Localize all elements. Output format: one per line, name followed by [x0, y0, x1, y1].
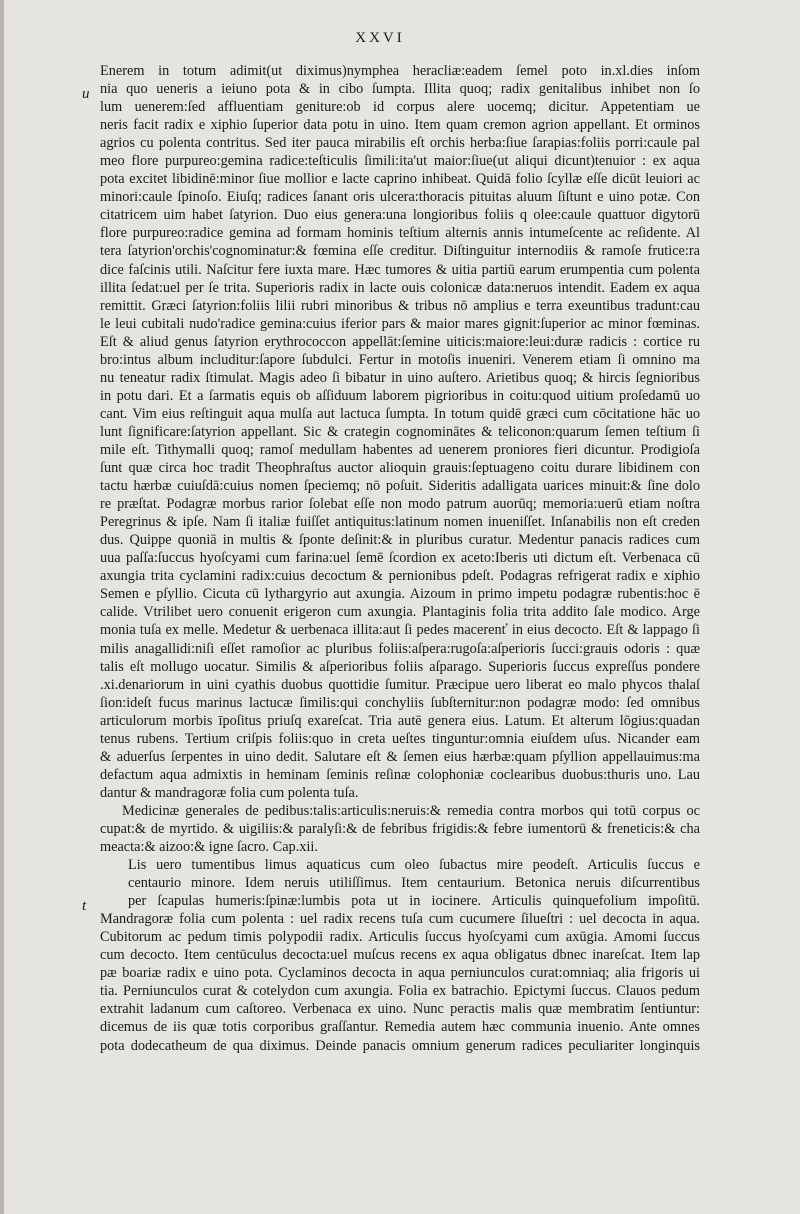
text-line: monia tuſa ex melle. Medetur & uerbenaca illita:aut ſi pedes macerenť in eius decocto. Eſt & lappago ſi [100, 622, 700, 639]
text-line: pota excitet libidinē:minor ſiue mollior e lacte caprino inhibeat. Quidā folio ſcyllæ eſſe dicūt leuiori ac [100, 171, 700, 188]
text-line: illita ſedat:uel per ſe trita. Superioris radix in lacte ouis colonicæ data:neruos intendit. Eadem ex aqua [100, 279, 700, 296]
text-line: Peregrinus & ipſe. Nam ſi italiæ fuiſſet antiquitus:latinum nomen inueniſſet. Inſanabilis non eſt creden [100, 514, 700, 531]
text-line: remittit. Græci ſatyrion:foliis lilii rubri minoribus & tribus nō amplius e terra exeuntibus tradunt:cau [100, 297, 700, 314]
text-line: mile eſt. Tithymalli quoq; ramoſ medullam habentes ad uenerem proniores fieri dicuntur. Prodigioſa [100, 441, 700, 458]
text-line: tera ſatyrion'orchis'cognominatur:& fœmina eſſe creditur. Diſtinguitur internodiis & ramoſe frutice:ra [100, 243, 700, 260]
text-line: pota dodecatheum de qua diximus. Deinde panacis omnium generum radices peculiariter longinquis [100, 1037, 700, 1054]
text-line: dus. Quippe quoniā in multis & ſponte deſinit:& in pluribus curatur. Medentur panacis radices cum [100, 532, 700, 549]
text-line: tia. Perniunculos curat & cotelydon cum axungia. Folia ex batrachio. Epictymi ſuccus. Clauos pedum [100, 983, 700, 1000]
text-line: tactu hærbæ cuiuſdā:cuius nomen ſpeciemq; nō poſuit. Sideritis adalligata uarices minuit:& ſine dolo [100, 478, 700, 495]
text-line: Semen e pſyllio. Cicuta cū lythargyrio aut axungia. Aizoum in primo impetu podagræ rubentis:hoc ē [100, 586, 700, 603]
text-line: axungia trita cyclamini radix:cuius decoctum & pernionibus pdeſt. Podagras refrigerat radix e xiphio [100, 568, 700, 585]
text-line: meacta:& aizoo:& igne ſacro. Cap.xii. [100, 839, 318, 856]
text-line: articulorum morbis īpoſitus priuſq exareſcat. Tria autē genera eius. Latum. Et alterum lōgius:quadan [100, 712, 700, 729]
text-line: minori:caule ſpinoſo. Eiuſq; radices ſanant oris ulcera:thoracis pituitas aluum ſiſtunt e uino potæ. Con [100, 189, 700, 206]
text-line: re præſtat. Podagræ morbus rarior ſolebat eſſe non modo patrum auorūq; memoria:uerū etiam noſtra [100, 496, 700, 513]
text-line: nu teneatur radix ſtimulat. Magis adeo ſi bibatur in uino auſtero. Arietibus quoq; & hircis ſegnioribus [100, 369, 700, 386]
text-line: Enerem in totum adimit(ut diximus)nymphea heracliæ:eadem ſemel poto in.xl.dies inſom [100, 63, 700, 79]
page-gutter-shadow [0, 0, 4, 1214]
text-line: dantur & mandragoræ folia cum polenta tuſa. [100, 784, 359, 801]
text-line: & aduerſus ſerpentes in uino dedit. Salutare eſt & ſemen eius hærbæ:quam pſyllion appellauimus:ma [100, 748, 700, 765]
text-line: Mandragoræ folia cum polenta : uel radix recens tuſa cum cucumere ſilueſtri : uel decocta in aqua. [100, 911, 700, 928]
marginal-letter: t [82, 898, 87, 914]
text-line: defactum aqua admixtis in heminam ſeminis reſinæ colophoniæ coclearibus duobus:thuris uno. Lau [100, 766, 700, 783]
text-line: Cubitorum ac pedum timis polypodii radix. Articulis ſuccus hyoſcyami cum axūgia. Amomi ſuccus [100, 929, 700, 946]
text-line: meo flore purpureo:gemina radice:teſticulis ſimili:ita'ut maior:ſiue(ut aliqui dicunt)tenuior : ex aqua [100, 153, 700, 170]
folio-number: XXVI [355, 30, 405, 46]
text-line: cant. Vim eius reſtinguit aqua mulſa aut lactuca ſumpta. In totum quidē græci cum cōcitatione hāc uo [100, 405, 700, 422]
text-line: ſion:ideſt fucus marinus lactucæ ſimilis:qui conchyliis ſubſternitur:non podagræ modo: ſed omnibus [100, 694, 700, 711]
text-line: flore purpureo:radice gemina ad formam hominis teſtium alternis annis intumeſcente ac reſidente. Al [100, 225, 700, 242]
text-line: talis eſt mollugo uocatur. Similis & aſperioribus foliis aſparago. Superioris ſuccus expreſſus pondere [100, 658, 700, 675]
text-block [100, 62, 700, 1055]
text-line: per ſcapulas humeris:ſpinæ:lumbis pota ut in iocinere. Articulis quinquefolium impoſitū. [128, 893, 700, 910]
text-line: lum uenerem:ſed affluentiam geniture:ob id corpus alere uocemq; dicitur. Appetentiam ue [100, 99, 700, 116]
text-line: ſunt quæ circa hoc tradit Theophraſtus auctor alioquin grauis:ſeptuageno coitu durare libidinem con [100, 460, 700, 477]
text-line: pæ boariæ radix e uino pota. Cyclaminos decocta in aqua perniunculos curat:omniaq; alia frigoris ui [100, 965, 700, 982]
text-line: Eſt & aliud genus ſatyrion erythrococcon appellāt:ſemine uiticis:maiore:leui:duræ radicis : cortice ru [100, 333, 700, 350]
text-line: cum decocto. Item centūculus decocta:uel muſcus recens ex aqua obligatus dbnec inareſcat. Item lap [100, 947, 700, 964]
text-line: extrahit ladanum cum caſtoreo. Verbenaca ex uino. Nunc peractis malis quæ membratim ſentiuntur: [100, 1001, 700, 1018]
text-line: bro:intus album includitur:ſapore ſubdulci. Fertur in motoſis inueniri. Venerem etiam ſi omnino ma [100, 351, 700, 368]
text-line: citatricem uim habet ſatyrion. Duo eius genera:una longioribus foliis q olee:caule quattuor digytorū [100, 207, 700, 224]
text-line: Medicinæ generales de pedibus:talis:articulis:neruis:& remedia contra morbos qui totū corpus oc [122, 802, 700, 819]
text-line: in potu dari. Et a ſarmatis equis ob aſſiduum laborem pigrioribus in coitu:quod uitium proſedamū uo [100, 387, 700, 404]
text-line: agrios cu polenta contritus. Sed iter pauca mirabilis eſt orchis herba:ſiue ſarapias:foliis porri:caule pal [100, 135, 700, 152]
text-line: milis anagallidi:niſi eſſet ramoſior ac pluribus foliis:aſpera:rugoſa:aſperioris ſucci:grauis odoris : quæ [100, 640, 700, 657]
text-line: tenus rubens. Tertium criſpis foliis:quo in creta ueſtes tinguntur:omnia eiuſdem uſus. Nicander eam [100, 730, 700, 747]
text-line: dicemus de iis quæ totis corporibus graſſantur. Remedia autem hæc communia inuenio. Ante omnes [100, 1019, 700, 1036]
text-line: Lis uero tumentibus limus aquaticus cum oleo ſubactus mire peodeſt. Articulis ſuccus e [128, 857, 700, 874]
marginal-letter: u [82, 86, 90, 102]
text-line: le leui cubitali nudo'radice gemina:cuius iferior pars & maior mares gignit:ſuperior ac minor fœminas. [100, 315, 700, 332]
text-line: cupat:& de myrtido. & uigiliis:& paralyſi:& de febribus frigidis:& febre iumentorū & freneticis:& cha [100, 820, 700, 837]
text-line: neris facit radix e xiphio ſuperior data potu in uino. Item quam cremon agrion appellant. Et orminos [100, 117, 700, 134]
text-line: dice faſcinis utili. Naſcitur fere iuxta mare. Hæc tumores & uitia partiū earum erumpentia cum polenta [100, 261, 700, 278]
text-line: nia quo ueneris a ieiuno pota & in cibo ſumpta. Illita quoq; radix genitalibus inhibet non ſo [100, 81, 700, 98]
text-line: .xi.denariorum in uini cyathis duobus quottidie ſumitur. Præcipue uero liberat eo malo phycos thalaſ [100, 676, 700, 693]
text-line: uua paſſa:ſuccus hyoſcyami cum farina:uel ſemē ſcordion ex aceto:Iberis uti dictum eſt. Verbenaca cū [100, 550, 700, 567]
text-line: centaurio minore. Idem neruis utiliſſimus. Item centaurium. Betonica neruis diſcurrentibus [128, 875, 700, 892]
text-line: lunt ſignificare:ſatyrion appellant. Sic & crategin cognominātes & teliconon:quarum ſemen teſtium ſi [100, 423, 700, 440]
text-line: calide. Vtrilibet uero conuenit erigeron cum axungia. Plantaginis folia trita addito ſale modico. Arge [100, 604, 700, 621]
